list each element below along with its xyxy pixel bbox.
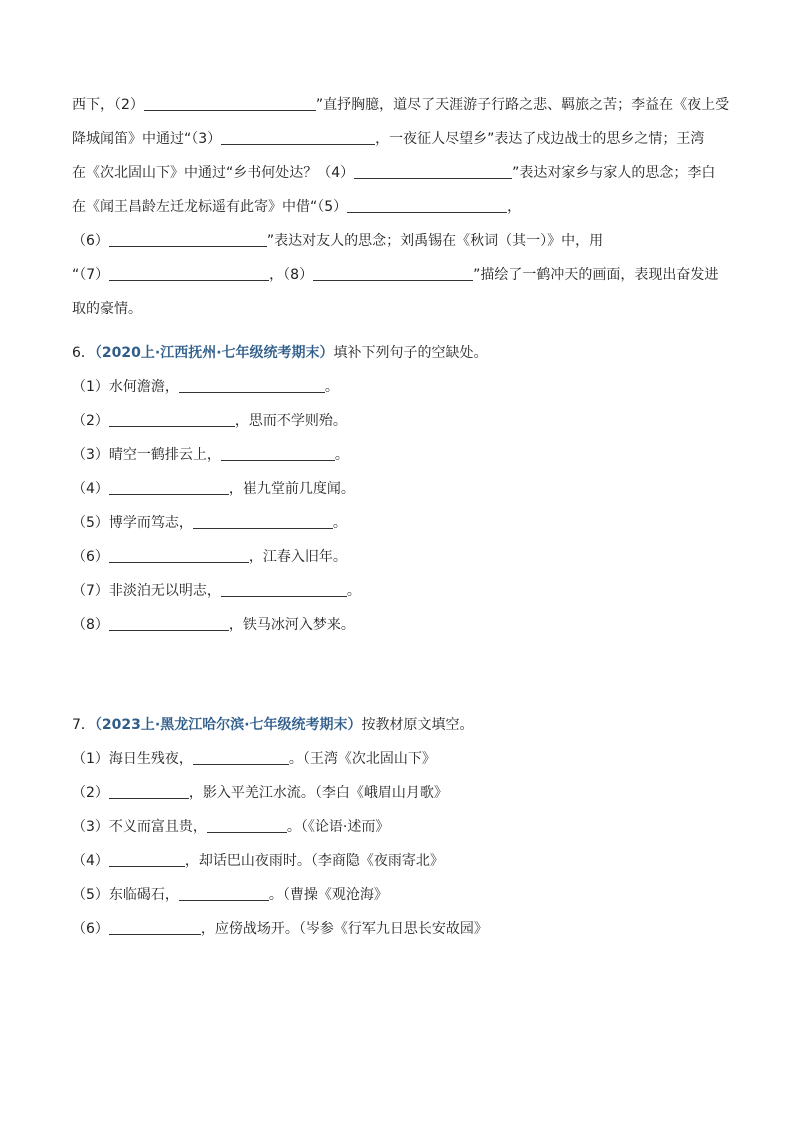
passage-line	[72, 190, 732, 224]
item-suffix: 。（王湾《次北固山下》	[288, 751, 436, 767]
passage-line	[72, 88, 732, 122]
passage-line	[72, 156, 732, 190]
item-suffix: 。（曹操《观沧海》	[268, 887, 388, 903]
question-item	[72, 438, 732, 472]
item-suffix: ，江春入旧年。	[248, 549, 347, 565]
item-suffix: 。	[324, 379, 339, 395]
answer-blank[interactable]	[179, 886, 269, 901]
question-header	[72, 708, 732, 742]
item-prefix: （3）不义而富且贵，	[72, 819, 207, 835]
text: ，	[507, 199, 522, 215]
item-suffix: 。（《论语·述而》	[286, 819, 390, 835]
answer-blank[interactable]	[109, 548, 249, 563]
question-item	[72, 912, 732, 946]
question-header	[72, 336, 732, 370]
text: 西下，（2）	[72, 97, 144, 113]
answer-blank[interactable]	[109, 616, 229, 631]
question-source: （2020上·江西抚州·七年级统考期末）	[94, 345, 334, 361]
passage-line	[72, 122, 732, 156]
question-instruction: 填补下列句子的空缺处。	[333, 345, 488, 361]
item-prefix: （4）	[72, 481, 109, 497]
page-content	[72, 88, 732, 937]
item-prefix: （8）	[72, 617, 109, 633]
text: ，（8）	[269, 267, 314, 283]
question-item	[72, 844, 732, 878]
passage-line	[72, 292, 732, 326]
passage-line	[72, 224, 732, 258]
question-7	[72, 708, 732, 946]
question-item	[72, 370, 732, 404]
question-item	[72, 404, 732, 438]
item-suffix: ，应傍战场开。（岑参《行军九日思长安故园》	[200, 921, 488, 937]
question-item	[72, 506, 732, 540]
question-item	[72, 742, 732, 776]
answer-blank[interactable]	[179, 378, 325, 393]
text: 降城闻笛》中通过“（3）	[72, 131, 222, 147]
answer-blank[interactable]	[207, 818, 287, 833]
question-item	[72, 608, 732, 642]
question-source: （2023上·黑龙江哈尔滨·七年级统考期末）	[94, 717, 362, 733]
item-prefix: （5）东临碣石，	[72, 887, 179, 903]
answer-blank[interactable]	[221, 446, 335, 461]
item-prefix: （5）博学而笃志，	[72, 515, 193, 531]
answer-blank[interactable]	[109, 784, 189, 799]
answer-blank[interactable]	[193, 514, 333, 529]
question-6	[72, 336, 732, 642]
item-suffix: ，铁马冰河入梦来。	[228, 617, 355, 633]
text: ”描绘了一鹤冲天的画面，表现出奋发进	[473, 267, 719, 283]
question-item	[72, 810, 732, 844]
answer-blank[interactable]	[193, 750, 289, 765]
item-suffix: 。	[346, 583, 361, 599]
text: ”直抒胸臆，道尽了天涯游子行路之悲、羁旅之苦；李益在《夜上受	[315, 97, 730, 113]
answer-blank[interactable]	[221, 582, 347, 597]
text: 在《闻王昌龄左迁龙标遥有此寄》中借“（5）	[72, 199, 348, 215]
text: ”表达对友人的思念；刘禹锡在《秋词（其一）》中，用	[266, 233, 604, 249]
answer-blank[interactable]	[144, 96, 316, 111]
item-suffix: ，却话巴山夜雨时。（李商隐《夜雨寄北》	[184, 853, 444, 869]
question-number: 7．	[72, 717, 95, 733]
answer-blank[interactable]	[313, 266, 473, 281]
question-item	[72, 776, 732, 810]
text: （6）	[72, 233, 109, 249]
answer-blank[interactable]	[109, 266, 269, 281]
text: ，一夜征人尽望乡”表达了戍边战士的思乡之情；王湾	[375, 131, 705, 147]
question-item	[72, 878, 732, 912]
question-item	[72, 574, 732, 608]
item-prefix: （1）水何澹澹，	[72, 379, 179, 395]
item-prefix: （6）	[72, 549, 109, 565]
question-number: 6．	[72, 345, 95, 361]
item-suffix: ，崔九堂前几度闻。	[228, 481, 355, 497]
text: 取的豪情。	[72, 301, 142, 317]
answer-blank[interactable]	[109, 412, 235, 427]
item-prefix: （1）海日生残夜，	[72, 751, 193, 767]
text: ”表达对家乡与家人的思念；李白	[512, 165, 716, 181]
item-prefix: （7）非淡泊无以明志，	[72, 583, 221, 599]
item-prefix: （2）	[72, 785, 109, 801]
passage-line	[72, 258, 732, 292]
item-suffix: ，影入平羌江水流。（李白《峨眉山月歌》	[188, 785, 448, 801]
answer-blank[interactable]	[109, 232, 267, 247]
answer-blank[interactable]	[354, 164, 512, 179]
item-prefix: （3）晴空一鹤排云上，	[72, 447, 221, 463]
item-prefix: （6）	[72, 921, 109, 937]
answer-blank[interactable]	[347, 198, 507, 213]
text: 在《次北固山下》中通过“乡书何处达？（4）	[72, 165, 355, 181]
item-suffix: ，思而不学则殆。	[234, 413, 347, 429]
question-item	[72, 472, 732, 506]
answer-blank[interactable]	[109, 480, 229, 495]
item-prefix: （4）	[72, 853, 109, 869]
question-item	[72, 540, 732, 574]
answer-blank[interactable]	[109, 920, 201, 935]
item-suffix: 。	[334, 447, 349, 463]
text: “（7）	[72, 267, 110, 283]
answer-blank[interactable]	[109, 852, 185, 867]
item-prefix: （2）	[72, 413, 109, 429]
question-instruction: 按教材原文填空。	[361, 717, 474, 733]
answer-blank[interactable]	[221, 130, 375, 145]
item-suffix: 。	[332, 515, 347, 531]
